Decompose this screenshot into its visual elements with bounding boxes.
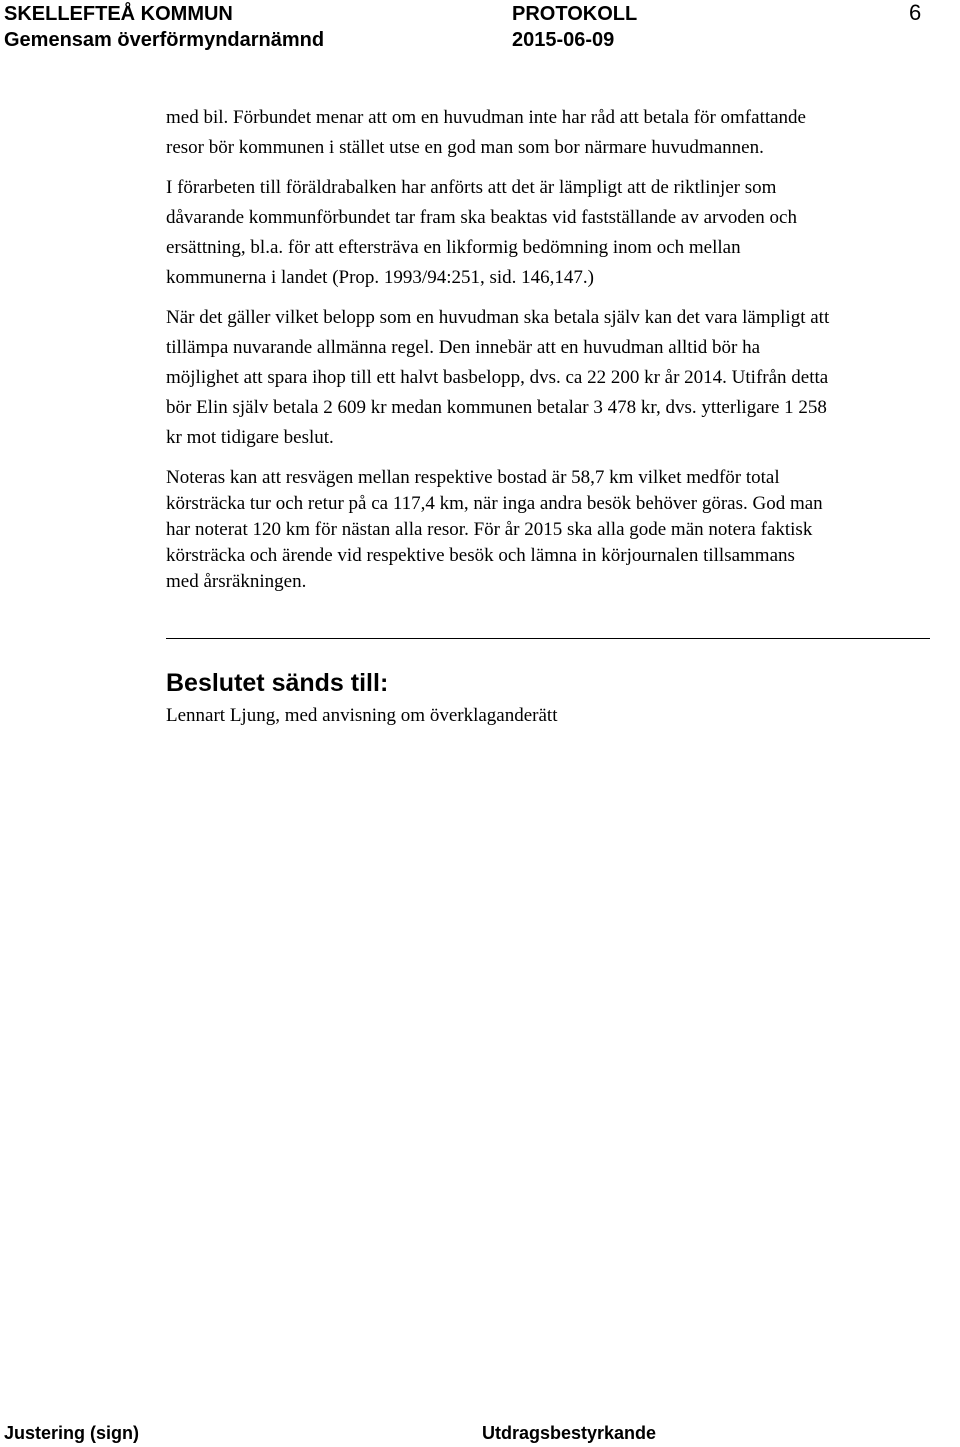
footer-certification: Utdragsbestyrkande bbox=[482, 1423, 657, 1443]
text-line: I förarbeten till föräldrabalken har anförts att det är lämpligt att de riktlinjer som bbox=[166, 177, 777, 198]
text-line: bör Elin själv betala 2 609 kr medan kommunen betalar 3 478 kr, dvs. ytterligare 1 258 bbox=[166, 397, 827, 418]
paragraph-mileage bbox=[166, 465, 958, 595]
text-line: resor bör kommunen i stället utse en god man som bor närmare huvudmannen. bbox=[166, 137, 764, 158]
text-line: med årsräkningen. bbox=[166, 571, 307, 592]
text-line: kommunerna i landet (Prop. 1993/94:251, sid. 146,147.) bbox=[166, 267, 594, 288]
text-line: När det gäller vilket belopp som en huvudman ska betala själv kan det vara lämpligt att bbox=[166, 307, 830, 328]
text-line: Noteras kan att resvägen mellan respektive bostad är 58,7 km vilket medför total bbox=[166, 467, 780, 488]
text-line: körsträcka och ärende vid respektive besök och lämna in körjournalen tillsammans bbox=[166, 545, 795, 566]
distribution-recipient: Lennart Ljung, med anvisning om överklaganderätt bbox=[166, 705, 558, 726]
text-line: med bil. Förbundet menar att om en huvudman inte har råd att betala för omfattande bbox=[166, 107, 806, 128]
separator-line bbox=[166, 638, 930, 639]
committee-name: Gemensam överförmyndarnämnd bbox=[4, 29, 325, 51]
paragraph-travel bbox=[166, 103, 958, 163]
document-date: 2015-06-09 bbox=[512, 29, 615, 51]
text-line: har noterat 120 km för nästan alla resor. För år 2015 ska alla gode män notera faktisk bbox=[166, 519, 813, 540]
page-number: 6 bbox=[909, 0, 922, 25]
text-line: kr mot tidigare beslut. bbox=[166, 427, 334, 448]
paragraph-preparatory-works bbox=[166, 173, 958, 293]
paragraph-amount bbox=[166, 303, 958, 453]
text-line: tillämpa nuvarande allmänna regel. Den innebär att en huvudman alltid bör ha bbox=[166, 337, 761, 358]
text-line: ersättning, bl.a. för att eftersträva en likformig bedömning inom och mellan bbox=[166, 237, 741, 258]
organization-name: SKELLEFTEÅ KOMMUN bbox=[4, 3, 233, 25]
text-line: dåvarande kommunförbundet tar fram ska beaktas vid fastställande av arvoden och bbox=[166, 207, 797, 228]
text-line: körsträcka tur och retur på ca 117,4 km, när inga andra besök behöver göras. God man bbox=[166, 493, 823, 514]
document-type: PROTOKOLL bbox=[512, 3, 638, 25]
footer-adjustment-sign: Justering (sign) bbox=[4, 1423, 140, 1443]
protocol-body bbox=[166, 103, 958, 595]
text-line: möjlighet att spara ihop till ett halvt basbelopp, dvs. ca 22 200 kr år 2014. Utifrån detta bbox=[166, 367, 829, 388]
distribution-heading: Beslutet sänds till: bbox=[166, 669, 389, 697]
